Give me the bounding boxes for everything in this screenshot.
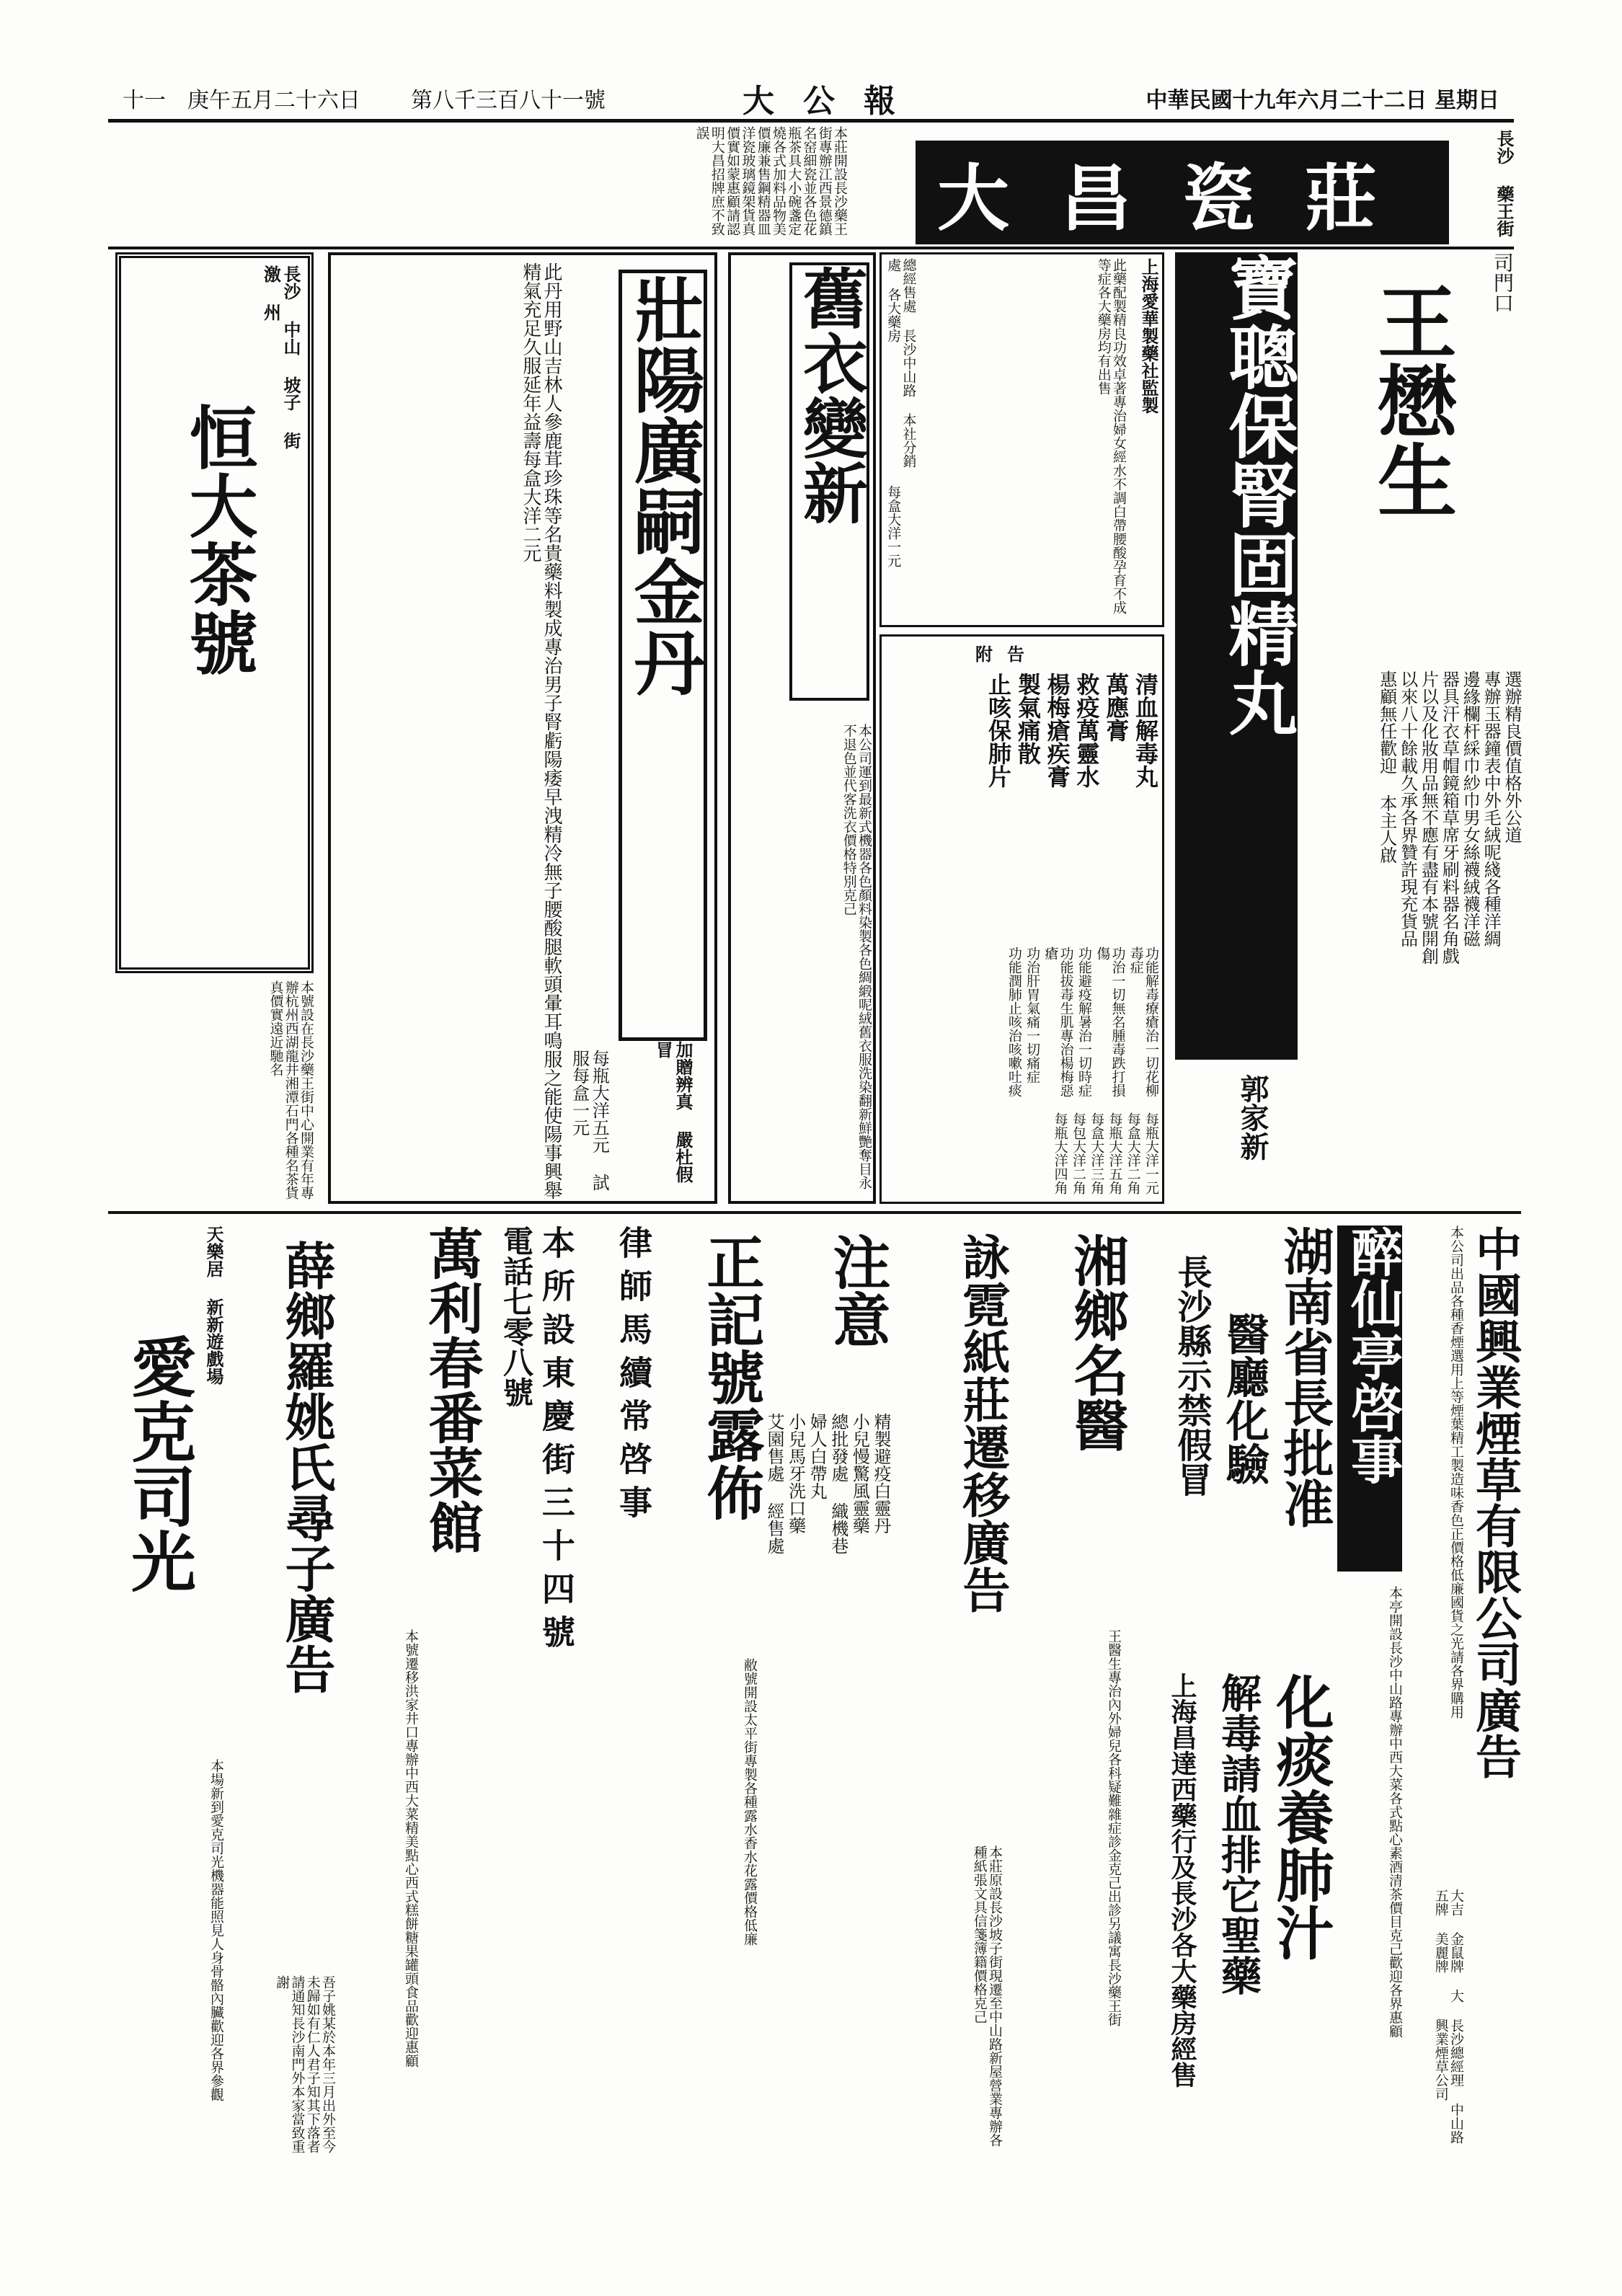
wangmaosheng-lines xyxy=(1305,670,1521,1197)
china-tobacco-agent: 長沙總經理 中山路興業煙草公司 xyxy=(1432,2018,1464,2144)
xiangxiang-title: 湘鄉名醫 xyxy=(1065,1233,1129,1452)
appendix-effect: 功治一切無名腫毒跌打損傷 xyxy=(1094,947,1126,1097)
wanli-ad xyxy=(339,1225,533,2163)
yongjue-paper-ad xyxy=(894,1225,1009,2163)
wangmaosheng-line: 惠顧無任歡迎 本主人啟 xyxy=(1376,670,1397,864)
appendix-ad xyxy=(879,634,1164,1204)
xue-notice-body: 吾子姚某於本年三月出外至今未歸如有仁人君子知其下落者請通知長沙南門外本家當致重謝 xyxy=(274,1975,336,2153)
dachang-title: 大昌瓷莊 xyxy=(916,141,1449,244)
appendix-effect: 功能潤肺止咳治咳嗽吐痰 xyxy=(1006,947,1022,1097)
appendix-price: 每盒大洋二角 xyxy=(1125,1112,1141,1194)
old-clothes-body: 本公司運到最新式機器各色顏料染製各色綢緞呢絨舊衣服洗染翻新鮮艷奪目永不退色並代客洗衣價格特別克己 xyxy=(841,724,872,1189)
masthead-paper-name: 大公報 xyxy=(743,83,924,120)
wangmaosheng-line: 專辦玉器鐘表中外毛絨呢綫各種洋綢 xyxy=(1481,670,1502,947)
masthead-edition: 十一 xyxy=(123,88,166,113)
zhuangyang-note: 加贈辨真 嚴杜假冒 xyxy=(652,1041,693,1183)
zhengji-title: 正記號露佈 xyxy=(697,1233,765,1521)
zhuyi-line: 艾園售處 經售處 xyxy=(764,1413,785,1554)
appendix-product: 製氣痛散 xyxy=(1014,673,1042,765)
yongjue-body: 本莊原設長沙坡子街現遷至中山路新屋營業專辦各種紙張文具信箋簿籍價格克己 xyxy=(971,1845,1003,2147)
law-office-body: 本所設東慶街三十四號 xyxy=(536,1225,576,1658)
zhuyi-line: 小兒馬牙洗口藥 xyxy=(785,1413,806,1534)
zhuangyang-price: 每瓶大洋五元 試服每盒一元 xyxy=(569,1050,610,1191)
zhengji-body: 敝號開設太平街專製各種露水香水花露價格低廉 xyxy=(742,1658,758,1946)
shanghai-ad xyxy=(879,252,1164,627)
wangmaosheng-line: 司門口 xyxy=(1491,252,1515,313)
zhuyi-line: 小兒慢驚風靈藥 xyxy=(849,1413,870,1534)
appendix-price: 每包大洋二角 xyxy=(1070,1112,1086,1194)
hunan-title: 湖南省長批准 xyxy=(1275,1225,1335,1528)
zhuyi-line: 精製避疫白靈丹 xyxy=(871,1413,891,1534)
appendix-effect: 功能解毒療瘡治一切花柳毒症 xyxy=(1127,947,1159,1097)
masthead-issue-number: 第八千三百八十一號 xyxy=(411,88,606,113)
xue-notice-ad xyxy=(227,1225,335,2163)
china-tobacco-body: 本公司出品各種香煙選用上等煙葉精工製造味香色正價格低廉國貨之光請各界購用 xyxy=(1448,1225,1464,1719)
appendix-effect: 功能避疫解暑治一切時症 xyxy=(1076,947,1092,1097)
masthead-lunar-date: 庚午五月二十六日 xyxy=(187,88,360,113)
wangmaosheng-line: 以來八十餘載久承各界贊許現充貨品 xyxy=(1397,670,1418,947)
appendix-product: 楊梅瘡疾膏 xyxy=(1043,673,1071,788)
appendix-price: 每瓶大洋五角 xyxy=(1107,1112,1123,1194)
zhuyi-lines xyxy=(764,1413,891,2148)
masthead xyxy=(108,72,1514,123)
wangmaosheng-line: 選辦精良價值格外公道 xyxy=(1502,670,1522,843)
zhengji-ad xyxy=(656,1225,764,2163)
zhuyi-title: 注意 xyxy=(823,1233,891,1348)
wanli-title: 萬利春番菜館 xyxy=(420,1225,484,1554)
zuixianting-name: 醉仙亭啓事 xyxy=(1337,1225,1402,1572)
appendix-effect: 功能拔毒生肌專治楊梅惡瘡 xyxy=(1042,947,1074,1097)
hengda-tea-ad xyxy=(115,252,314,973)
appendix-price-list xyxy=(1052,1112,1158,1202)
appendix-product: 止咳保肺片 xyxy=(985,673,1013,788)
appendix-price: 每瓶大洋一元 xyxy=(1143,1112,1159,1194)
wangmaosheng-line: 邊緣欄杆綵巾紗巾男女絲襪絨襪洋磁 xyxy=(1460,670,1481,947)
shanghai-title: 上海愛華製藥社監製 xyxy=(1138,258,1159,414)
shanghai-price: 每盒大洋一元 xyxy=(885,485,902,567)
hunan-warning: 長沙縣示禁假冒 xyxy=(1171,1254,1212,1497)
rule xyxy=(108,247,1514,249)
wangmaosheng-line: 器具汗衣草帽鏡箱草席牙刷料器名角戲 xyxy=(1439,670,1460,965)
appendix-price: 每瓶大洋四角 xyxy=(1052,1112,1068,1194)
aike-body: 本場新到愛克司光機器能照見人身骨骼內臟歡迎各界參觀 xyxy=(208,1759,224,2101)
hunan-subtitle: 醫廳化驗 xyxy=(1219,1312,1269,1485)
xiangxiang-body: 王醫生專治內外婦兒各科疑難雜症診金克己出診另議寓長沙藥王街 xyxy=(1106,1629,1122,2026)
law-office-ad xyxy=(537,1225,652,2163)
hengda-notice: 本號設在長沙藥王街中心開業有年專辦杭州西湖龍井湘潭石門各種名茶貨真價實遠近馳名 xyxy=(267,980,314,1200)
dachang-porcelain-ad xyxy=(851,126,1521,245)
rule xyxy=(108,1211,1521,1214)
dachang-notice: 本莊開設長沙藥王街專辦江西景德鎮名窑細瓷並各色花瓶茶具大小碗盞定燒各式加料品物美價廉兼售鋼精器皿洋瓷玻璃鏡架貨真價實如蒙惠顧請認明大昌招牌庶不致誤 xyxy=(693,126,848,236)
zuixianting-ad xyxy=(1337,1225,1402,2163)
dachang-address: 長沙 藥王街 xyxy=(1494,130,1515,237)
shanghai-agents: 總經售處 長沙中山路 本社分銷處 各大藥房 xyxy=(885,258,917,468)
appendix-product: 萬應膏 xyxy=(1102,673,1130,742)
wangmaosheng-ad xyxy=(1305,252,1521,1204)
zhuyi-line: 婦人白帶丸 xyxy=(807,1413,828,1499)
wanli-phone: 電話七零八號 xyxy=(499,1225,534,1407)
wanli-body: 本號遷移洪家井口專辦中西大菜精美點心西式糕餅糖果罐頭食品歡迎惠顧 xyxy=(403,1629,419,2067)
old-clothes-title: 舊衣變新 xyxy=(789,262,870,701)
zhuangyang-body: 此丹用野山吉林人參鹿茸珍珠等名貴藥料製成專治男子腎虧陽痿早洩精冷無子腰酸腿軟頭暈耳鳴服之能使陽事興舉精氣充足久服延年益壽每盒大洋二元 xyxy=(519,262,562,1200)
wangmaosheng-title: 王懋生 xyxy=(1365,281,1458,519)
zhuyi-ad xyxy=(764,1225,891,2163)
shanghai-body: 此藥配製精良功效卓著專治婦女經水不調白帶腰酸孕育不成等症各大藥房均有出售 xyxy=(1095,258,1127,614)
wangmaosheng-line: 片以及化妝用品無不應有盡有本號開創 xyxy=(1418,670,1439,965)
masthead-date: 中華民國十九年六月二十二日 星期日 xyxy=(1145,88,1499,113)
china-tobacco-products: 大吉 金鼠牌 大五牌 美麗牌 xyxy=(1432,1889,1464,2003)
xiangxiang-doctor-ad xyxy=(1013,1225,1128,2163)
hunan-sold: 上海昌達西藥行及長沙各大藥房經售 xyxy=(1167,1672,1197,2088)
appendix-product: 救疫萬靈水 xyxy=(1073,673,1101,788)
law-office-title: 律師馬續常啓事 xyxy=(614,1225,653,1528)
baocong-title: 寶聰保腎固精丸 xyxy=(1175,252,1298,1060)
china-tobacco-title: 中國興業煙草有限公司廣告 xyxy=(1468,1225,1522,1779)
hengda-location: 長沙 中山 坡子 街 激 州 xyxy=(260,265,301,449)
baocong-subtitle: 郭家新 xyxy=(1236,1074,1269,1161)
zhuangyang-title: 壯陽廣嗣金丹 xyxy=(619,270,707,1041)
aike-location: 天樂居 新新遊戲場 xyxy=(203,1225,224,1385)
aike-ad xyxy=(115,1225,223,2163)
china-tobacco-ad xyxy=(1406,1225,1521,2163)
aike-title: 愛克司光 xyxy=(120,1334,196,1593)
zhuyi-line: 總批發處 織機巷 xyxy=(828,1413,848,1554)
zuixianting-body: 本亭開設長沙中山路專辦中西大菜各式點心素酒清茶價目克己歡迎各界惠顧 xyxy=(1387,1586,1403,2038)
yongjue-title: 詠霓紙莊遷移廣告 xyxy=(954,1233,1011,1613)
appendix-effect: 功治肝胃氣痛一切痛症 xyxy=(1024,947,1041,1083)
appendix-product: 清血解毒丸 xyxy=(1132,673,1159,788)
baocong-ad xyxy=(1171,252,1298,1204)
appendix-price: 每盒大洋三角 xyxy=(1089,1112,1105,1194)
hengda-name: 恒大茶號 xyxy=(178,402,258,676)
appendix-label: 附告 xyxy=(975,644,1039,665)
zhuangyang-ad xyxy=(328,252,717,1204)
hunan-side: 解毒請血排它聖藥 xyxy=(1215,1672,1262,1995)
hunan-main: 化痰養肺汁 xyxy=(1267,1672,1334,1961)
hunan-medicine-ad xyxy=(1132,1225,1334,2163)
old-clothes-ad xyxy=(728,252,876,1204)
xue-notice-title: 薛鄉羅姚氏尋子廣告 xyxy=(277,1240,337,1694)
